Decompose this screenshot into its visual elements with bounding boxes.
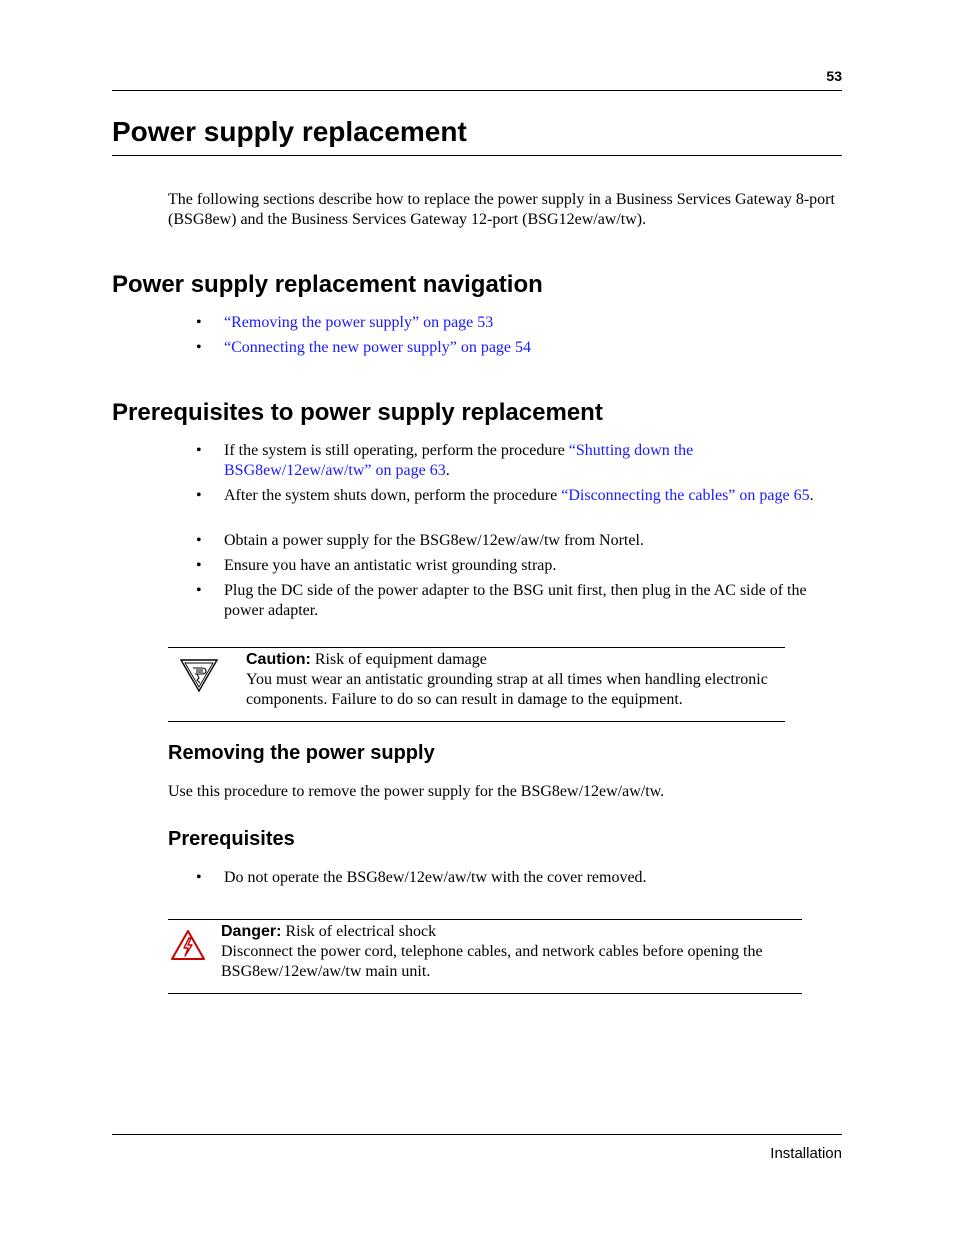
bullet: • [196,869,202,886]
item-end: . [445,462,450,479]
link-disconnecting-cables[interactable]: “Disconnecting the cables” on page 65 [561,487,810,504]
link-shutting-down[interactable]: “Shutting down the BSG8ew/12ew/aw/tw” on page 63 [224,442,694,479]
item-text: Plug the DC side of the power adapter to the BSG unit first, then plug in the AC side of the power adapter. [224,582,807,619]
danger-label: Danger: [221,923,282,940]
bullet: • [196,487,202,504]
page-number: 53 [826,68,842,84]
danger-notice [221,922,803,982]
bullet: • [196,314,202,331]
caution-label: Caution: [246,651,311,668]
link-connecting-new-power-supply[interactable]: “Connecting the new power supply” on page 54 [224,339,532,356]
item-text: Obtain a power supply for the BSG8ew/12ew/aw/tw from Nortel. [224,532,644,549]
caution-title: Risk of equipment damage [310,651,487,668]
removing-paragraph: Use this procedure to remove the power supply for the BSG8ew/12ew/aw/tw. [168,783,665,800]
link-removing-power-supply[interactable]: “Removing the power supply” on page 53 [224,314,494,331]
danger-title: Risk of electrical shock [281,923,437,940]
title-rule [112,155,842,156]
page-title: Power supply replacement [112,116,467,147]
electrical-shock-warning-icon [170,929,206,961]
danger-body: Disconnect the power cord, telephone cables, and network cables before opening the BSG8ew/12ew/aw/tw main unit. [221,943,763,980]
prereq-heading: Prerequisites [168,828,295,850]
item-text: After the system shuts down, perform the procedure [224,487,562,504]
caution-body: You must wear an antistatic grounding strap at all times when handling electronic components. Failure to do so can result in damage to the equipment. [246,671,768,708]
item-text: Do not operate the BSG8ew/12ew/aw/tw with the cover removed. [224,869,647,886]
bullet: • [196,339,202,356]
bullet: • [196,557,202,574]
navigation-heading: Power supply replacement navigation [112,271,543,298]
header-rule [112,90,842,91]
footer-section-name: Installation [770,1145,842,1162]
footer-rule [112,1134,842,1135]
bullet: • [196,582,202,599]
intro-paragraph: The following sections describe how to replace the power supply in a Business Services Gateway 8-port (BSG8ew) and the Business Services Gateway 12-port (BSG12ew/aw/tw). [168,191,835,228]
item-text: If the system is still operating, perform the procedure [224,442,569,459]
item-text: Ensure you have an antistatic wrist grounding strap. [224,557,557,574]
danger-bottom-rule [168,993,802,994]
caution-top-rule [168,647,785,648]
removing-heading: Removing the power supply [168,742,435,764]
danger-top-rule [168,919,802,920]
caution-notice [246,650,786,710]
bullet: • [196,442,202,459]
prerequisites-heading: Prerequisites to power supply replacement [112,399,603,426]
item-end: . [809,487,814,504]
bullet: • [196,532,202,549]
caution-bottom-rule [168,721,785,722]
esd-caution-icon [179,657,219,693]
